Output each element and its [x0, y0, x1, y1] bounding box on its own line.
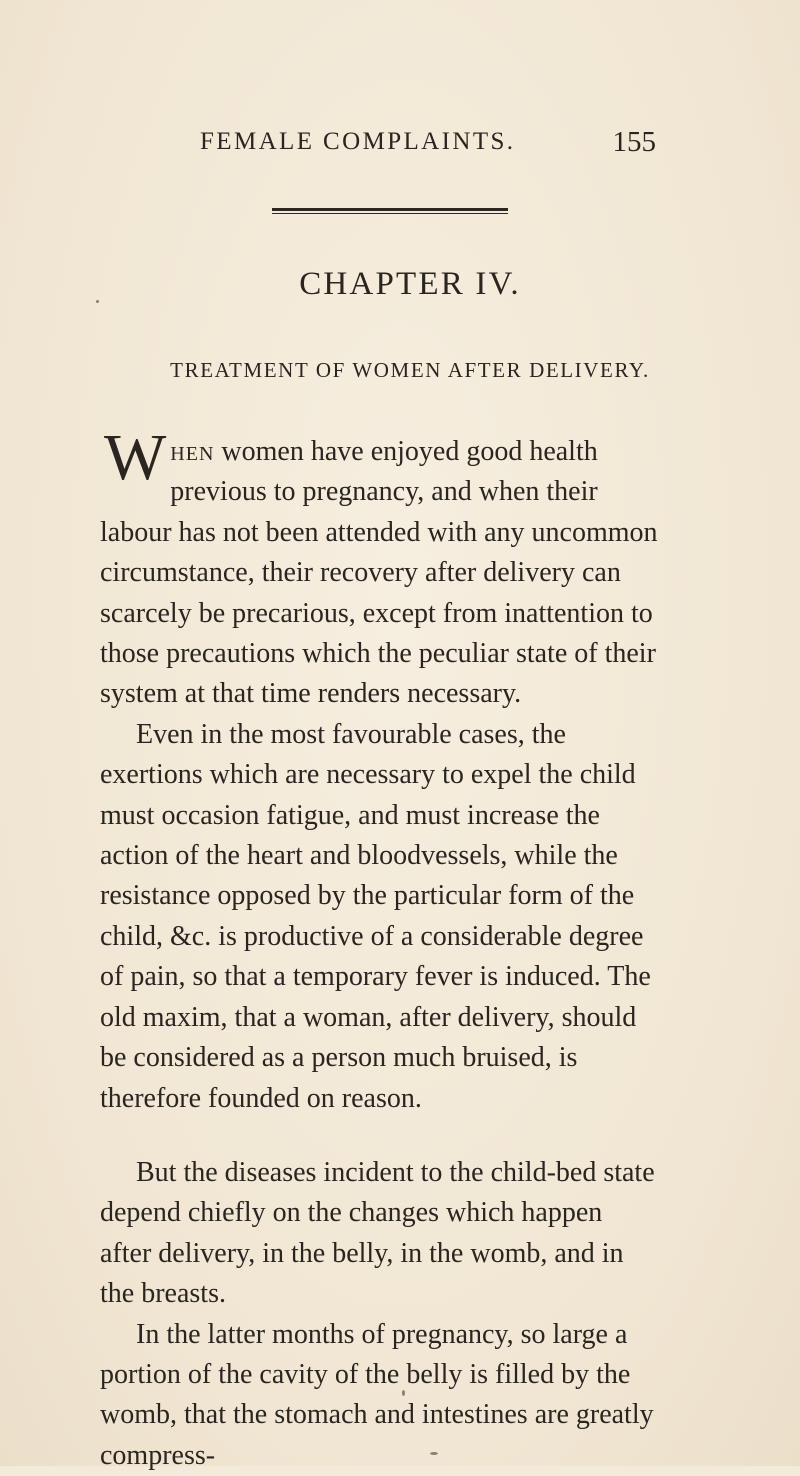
running-head [200, 128, 656, 164]
section-title: TREATMENT OF WOMEN AFTER DELIVERY. [170, 358, 650, 382]
paragraph-1-text: women have enjoyed good health previous to pregnancy, and when their labour has not been attended with any uncommon circumstance, their recovery after delivery can scarcely be precarious, except from inattention to those precautions which the peculiar state of their system at that time renders necessary. [100, 436, 658, 710]
running-title: FEMALE COMPLAINTS. [200, 128, 516, 155]
paper-speck [402, 1390, 405, 1396]
paragraph-gap [100, 1119, 660, 1153]
paragraph-4: In the latter months of pregnancy, so large a portion of the cavity of the belly is filled by the womb, that the stomach and intestines are greatly compress- [100, 1318, 654, 1471]
page-number: 155 [612, 126, 656, 158]
rule-thin-line [272, 213, 508, 214]
paper-speck [96, 300, 99, 303]
rule-thick-line [272, 208, 508, 211]
drop-cap: W [104, 421, 167, 494]
paragraph-3: But the diseases incident to the child-bed state depend chiefly on the changes which happen after delivery, in the belly, in the womb, and in the breasts. [100, 1156, 655, 1310]
paper-speck [430, 1452, 438, 1455]
body-text [100, 421, 660, 1476]
opening-word: hen [170, 436, 215, 467]
chapter-title: CHAPTER IV. [299, 266, 521, 302]
paragraph-2: Even in the most favourable cases, the exertions which are necessary to expel the child must occasion fatigue, and must increase the action of the heart and bloodvessels, while the resistance opposed by the particular form of the child, &c. is productive of a considerable degree of pain, so that a temporary fever is induced. The old maxim, that a woman, after delivery, should be considered as a person much bruised, is therefore founded on reason. [100, 718, 651, 1114]
chapter-rule [272, 208, 508, 214]
paragraph-1 [100, 421, 660, 715]
